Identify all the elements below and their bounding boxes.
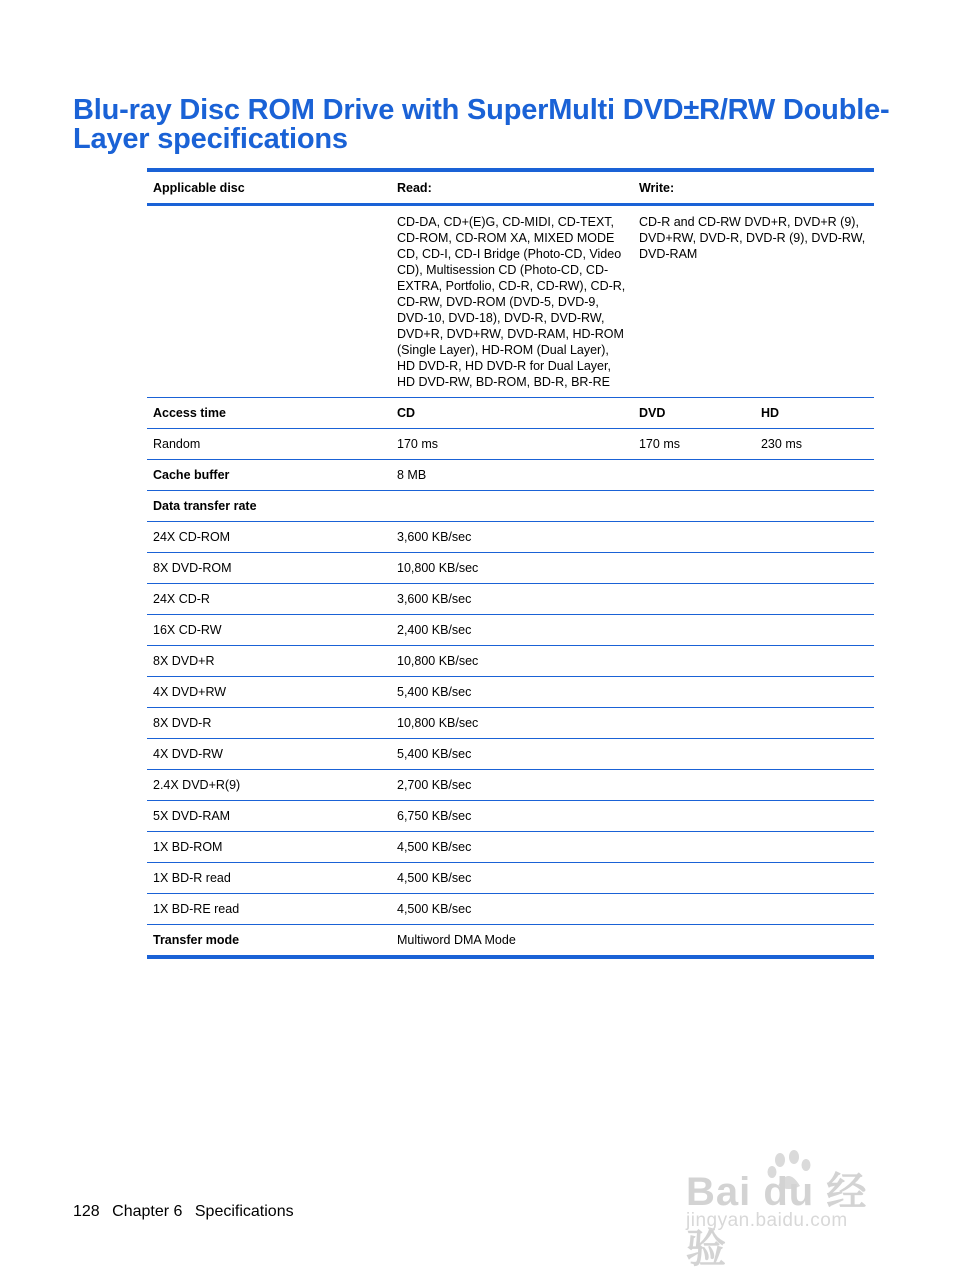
rate-value: 5,400 KB/sec: [391, 739, 874, 770]
rate-value: 2,700 KB/sec: [391, 770, 874, 801]
rate-label: 1X BD-R read: [147, 863, 391, 894]
table-row: [147, 646, 874, 677]
rate-label: 24X CD-R: [147, 584, 391, 615]
table-row: [147, 708, 874, 739]
spec-table: [147, 168, 874, 959]
disc-write-cell: CD-R and CD-RW DVD+R, DVD+R (9), DVD+RW, DVD-R, DVD-R (9), DVD-RW, DVD-RAM: [633, 205, 874, 398]
rate-label: 8X DVD-R: [147, 708, 391, 739]
header-read: Read:: [391, 170, 633, 205]
section-label: Specifications: [194, 1203, 294, 1220]
rate-value: 4,500 KB/sec: [391, 832, 874, 863]
rate-value: 10,800 KB/sec: [391, 646, 874, 677]
page-number: 128: [73, 1203, 100, 1220]
cache-buffer-label: Cache buffer: [147, 460, 391, 491]
random-label: Random: [147, 429, 391, 460]
table-row: [147, 894, 874, 925]
table-row: [147, 832, 874, 863]
rate-value: 2,400 KB/sec: [391, 615, 874, 646]
table-row: [147, 460, 874, 491]
table-row: [147, 863, 874, 894]
rate-value: 5,400 KB/sec: [391, 677, 874, 708]
rate-label: 2.4X DVD+R(9): [147, 770, 391, 801]
table-row: [147, 615, 874, 646]
table-row: [147, 398, 874, 429]
table-row: [147, 429, 874, 460]
rate-value: 3,600 KB/sec: [391, 522, 874, 553]
baidu-watermark: [676, 1150, 906, 1271]
table-row: [147, 553, 874, 584]
watermark-url: jingyan.baidu.com: [686, 1210, 848, 1231]
table-row: [147, 677, 874, 708]
rate-label: 8X DVD-ROM: [147, 553, 391, 584]
rate-label: 24X CD-ROM: [147, 522, 391, 553]
random-dvd-value: 170 ms: [633, 429, 755, 460]
table-row: [147, 491, 874, 522]
rate-value: 6,750 KB/sec: [391, 801, 874, 832]
table-row: [147, 801, 874, 832]
rate-label: 4X DVD-RW: [147, 739, 391, 770]
access-dvd-header: DVD: [633, 398, 755, 429]
table-row: [147, 584, 874, 615]
rate-label: 5X DVD-RAM: [147, 801, 391, 832]
rate-value: 10,800 KB/sec: [391, 553, 874, 584]
access-time-label: Access time: [147, 398, 391, 429]
header-applicable-disc: Applicable disc: [147, 170, 391, 205]
table-row: [147, 522, 874, 553]
page-title: Blu-ray Disc ROM Drive with SuperMulti DVD±R/RW Double-Layer specifications: [73, 94, 890, 155]
watermark-logo: Bai du 经验: [686, 1170, 868, 1271]
random-hd-value: 230 ms: [755, 429, 874, 460]
disc-read-cell: CD-DA, CD+(E)G, CD-MIDI, CD-TEXT, CD-ROM, CD-ROM XA, MIXED MODE CD, CD-I, CD-I Bridge (Photo-CD, Video CD), Multisession CD (Photo-CD, CD-EXTRA, Portfolio, CD-R, CD-RW), CD-R, CD-RW, DVD-ROM (DVD-5, DVD-9, DVD-10, DVD-18), DVD-R, DVD-RW, DVD+R, DVD+RW, DVD-RAM, HD-ROM (Single Layer), HD-ROM (Dual Layer), HD DVD-R, HD DVD-R for Dual Layer, HD DVD-RW, BD-ROM, BD-R, BR-RE: [391, 205, 633, 398]
rate-label: 1X BD-ROM: [147, 832, 391, 863]
rate-label: 4X DVD+RW: [147, 677, 391, 708]
transfer-mode-label: Transfer mode: [153, 933, 240, 947]
chapter-label: Chapter 6: [112, 1203, 183, 1220]
rate-value: 3,600 KB/sec: [391, 584, 874, 615]
table-row: [147, 770, 874, 801]
disc-empty-cell: [147, 205, 391, 398]
rate-label: 8X DVD+R: [147, 646, 391, 677]
table-row: [147, 925, 874, 958]
rate-label: 16X CD-RW: [147, 615, 391, 646]
data-transfer-rate-label: Data transfer rate: [147, 491, 874, 522]
access-cd-header: CD: [391, 398, 633, 429]
cache-buffer-value: 8 MB: [391, 460, 874, 491]
header-write: Write:: [633, 170, 874, 205]
table-header-row: [147, 170, 874, 205]
table-row: [147, 739, 874, 770]
rate-value: 10,800 KB/sec: [391, 708, 874, 739]
page-footer: [73, 1203, 302, 1221]
access-hd-header: HD: [755, 398, 874, 429]
rate-value: 4,500 KB/sec: [391, 894, 874, 925]
rate-value: 4,500 KB/sec: [391, 863, 874, 894]
rate-label: 1X BD-RE read: [147, 894, 391, 925]
random-cd-value: 170 ms: [391, 429, 633, 460]
table-row: [147, 205, 874, 398]
transfer-mode-value: Multiword DMA Mode: [397, 933, 516, 947]
